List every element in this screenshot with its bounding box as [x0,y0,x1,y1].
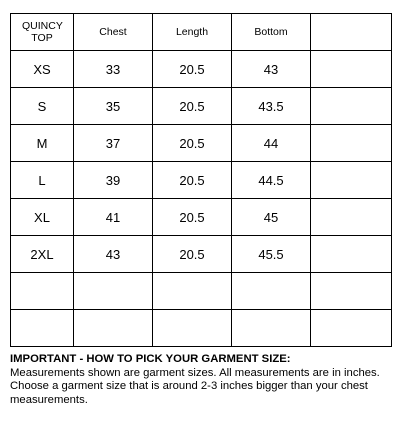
extra-cell [311,273,392,310]
chest-cell: 33 [74,51,153,88]
bottom-cell: 44 [232,125,311,162]
header-length: Length [153,14,232,51]
extra-cell [311,236,392,273]
table-row [11,273,392,310]
table-row [11,125,392,162]
length-cell: 20.5 [153,88,232,125]
extra-cell [311,125,392,162]
chest-cell: 41 [74,199,153,236]
chest-cell: 35 [74,88,153,125]
product-name-cell [11,14,74,51]
size-cell: L [11,162,74,199]
bottom-cell: 44.5 [232,162,311,199]
bottom-cell: 43.5 [232,88,311,125]
table-header-row [11,14,392,51]
extra-cell [311,162,392,199]
chest-cell: 37 [74,125,153,162]
chest-cell [74,310,153,347]
size-cell: M [11,125,74,162]
size-cell: XL [11,199,74,236]
bottom-cell [232,310,311,347]
sizing-notes [10,353,396,407]
table-row [11,51,392,88]
table-row [11,310,392,347]
table-row [11,88,392,125]
notes-line-1: Measurements shown are garment sizes. All measurements are in inches. [10,366,380,379]
length-cell: 20.5 [153,125,232,162]
product-name: QUINCY TOP [22,20,63,44]
header-chest: Chest [74,14,153,51]
extra-cell [311,310,392,347]
bottom-cell: 43 [232,51,311,88]
table-row [11,162,392,199]
length-cell [153,310,232,347]
table-row [11,236,392,273]
length-cell: 20.5 [153,236,232,273]
bottom-cell [232,273,311,310]
bottom-cell: 45 [232,199,311,236]
notes-line-2: Choose a garment size that is around 2-3 inches bigger than your chest measurements. [10,380,368,406]
size-cell [11,273,74,310]
length-cell: 20.5 [153,162,232,199]
header-extra [311,14,392,51]
chest-cell: 43 [74,236,153,273]
size-cell: XS [11,51,74,88]
header-bottom: Bottom [232,14,311,51]
chest-cell [74,273,153,310]
size-chart-table [10,13,392,347]
notes-heading: IMPORTANT - HOW TO PICK YOUR GARMENT SIZE: [10,353,291,365]
extra-cell [311,199,392,236]
length-cell: 20.5 [153,51,232,88]
size-cell: S [11,88,74,125]
size-cell: 2XL [11,236,74,273]
size-cell [11,310,74,347]
chest-cell: 39 [74,162,153,199]
length-cell [153,273,232,310]
extra-cell [311,51,392,88]
table-row [11,199,392,236]
bottom-cell: 45.5 [232,236,311,273]
length-cell: 20.5 [153,199,232,236]
extra-cell [311,88,392,125]
